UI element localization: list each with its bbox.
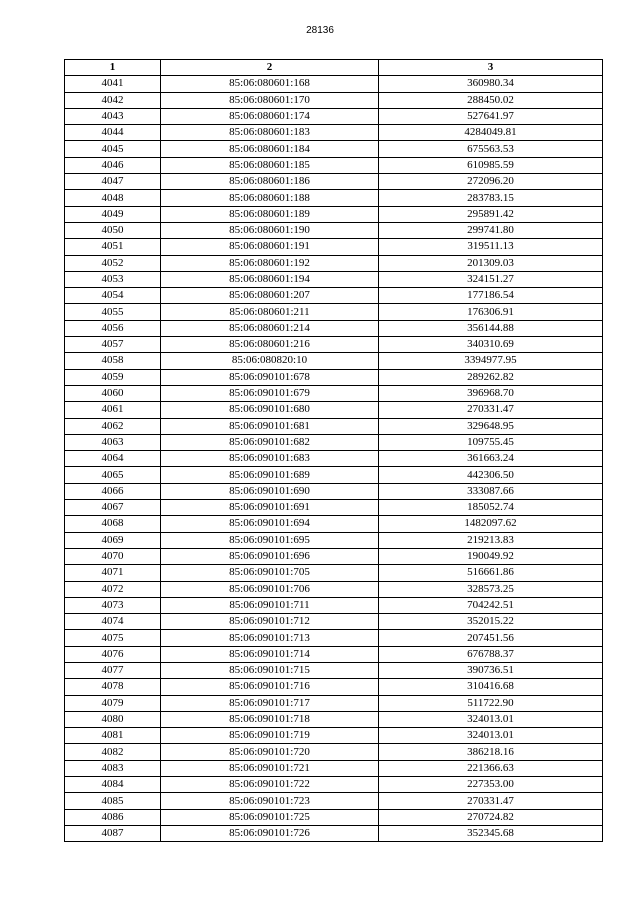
value-cell: 109755.45 [379, 434, 603, 450]
row-number-cell: 4056 [65, 320, 161, 336]
value-cell: 516661.86 [379, 565, 603, 581]
value-cell: 227353.00 [379, 777, 603, 793]
table-row [65, 614, 603, 630]
row-number-cell: 4046 [65, 157, 161, 173]
row-number-cell: 4044 [65, 125, 161, 141]
row-number-cell: 4074 [65, 614, 161, 630]
cadastral-number-cell: 85:06:090101:716 [161, 679, 379, 695]
row-number-cell: 4072 [65, 581, 161, 597]
table-row [65, 288, 603, 304]
table-row [65, 500, 603, 516]
value-cell: 442306.50 [379, 467, 603, 483]
row-number-cell: 4043 [65, 108, 161, 124]
cadastral-number-cell: 85:06:090101:713 [161, 630, 379, 646]
cadastral-number-cell: 85:06:090101:680 [161, 402, 379, 418]
cadastral-number-cell: 85:06:090101:721 [161, 760, 379, 776]
row-number-cell: 4055 [65, 304, 161, 320]
value-cell: 288450.02 [379, 92, 603, 108]
table-row [65, 141, 603, 157]
value-cell: 361663.24 [379, 451, 603, 467]
table-row [65, 76, 603, 92]
row-number-cell: 4042 [65, 92, 161, 108]
table-row [65, 222, 603, 238]
row-number-cell: 4057 [65, 337, 161, 353]
table-row [65, 516, 603, 532]
row-number-cell: 4078 [65, 679, 161, 695]
row-number-cell: 4060 [65, 385, 161, 401]
value-cell: 511722.90 [379, 695, 603, 711]
cadastral-number-cell: 85:06:090101:681 [161, 418, 379, 434]
row-number-cell: 4068 [65, 516, 161, 532]
table-row [65, 711, 603, 727]
cadastral-number-cell: 85:06:090101:694 [161, 516, 379, 532]
value-cell: 329648.95 [379, 418, 603, 434]
value-cell: 340310.69 [379, 337, 603, 353]
value-cell: 360980.34 [379, 76, 603, 92]
table-row [65, 793, 603, 809]
value-cell: 675563.53 [379, 141, 603, 157]
cadastral-number-cell: 85:06:080601:192 [161, 255, 379, 271]
value-cell: 299741.80 [379, 222, 603, 238]
table-row [65, 825, 603, 841]
row-number-cell: 4077 [65, 662, 161, 678]
value-cell: 704242.51 [379, 597, 603, 613]
row-number-cell: 4073 [65, 597, 161, 613]
row-number-cell: 4045 [65, 141, 161, 157]
value-cell: 352345.68 [379, 825, 603, 841]
table-row [65, 255, 603, 271]
header-cell-2: 2 [161, 60, 379, 76]
value-cell: 352015.22 [379, 614, 603, 630]
table-row [65, 239, 603, 255]
cadastral-number-cell: 85:06:090101:722 [161, 777, 379, 793]
cadastral-number-cell: 85:06:080601:214 [161, 320, 379, 336]
value-cell: 272096.20 [379, 174, 603, 190]
cadastral-number-cell: 85:06:090101:726 [161, 825, 379, 841]
table-row [65, 565, 603, 581]
cadastral-number-cell: 85:06:090101:690 [161, 483, 379, 499]
table-row [65, 532, 603, 548]
row-number-cell: 4052 [65, 255, 161, 271]
row-number-cell: 4083 [65, 760, 161, 776]
table-row [65, 320, 603, 336]
cadastral-number-cell: 85:06:080601:216 [161, 337, 379, 353]
header-cell-1: 1 [65, 60, 161, 76]
cadastral-number-cell: 85:06:090101:720 [161, 744, 379, 760]
row-number-cell: 4065 [65, 467, 161, 483]
table-row [65, 483, 603, 499]
table-row [65, 337, 603, 353]
page-number: 28136 [306, 25, 334, 36]
value-cell: 356144.88 [379, 320, 603, 336]
cadastral-number-cell: 85:06:090101:679 [161, 385, 379, 401]
row-number-cell: 4064 [65, 451, 161, 467]
value-cell: 270331.47 [379, 793, 603, 809]
table-row [65, 760, 603, 776]
value-cell: 610985.59 [379, 157, 603, 173]
table-row [65, 630, 603, 646]
cadastral-number-cell: 85:06:090101:719 [161, 728, 379, 744]
row-number-cell: 4079 [65, 695, 161, 711]
value-cell: 527641.97 [379, 108, 603, 124]
row-number-cell: 4066 [65, 483, 161, 499]
cadastral-number-cell: 85:06:090101:723 [161, 793, 379, 809]
value-cell: 676788.37 [379, 646, 603, 662]
row-number-cell: 4051 [65, 239, 161, 255]
value-cell: 3394977.95 [379, 353, 603, 369]
value-cell: 396968.70 [379, 385, 603, 401]
value-cell: 270331.47 [379, 402, 603, 418]
table-row [65, 679, 603, 695]
table-row [65, 190, 603, 206]
row-number-cell: 4084 [65, 777, 161, 793]
table-row [65, 174, 603, 190]
value-cell: 4284049.81 [379, 125, 603, 141]
table-row [65, 581, 603, 597]
row-number-cell: 4053 [65, 271, 161, 287]
cadastral-number-cell: 85:06:090101:711 [161, 597, 379, 613]
row-number-cell: 4059 [65, 369, 161, 385]
cadastral-number-cell: 85:06:080601:188 [161, 190, 379, 206]
cadastral-number-cell: 85:06:080820:10 [161, 353, 379, 369]
row-number-cell: 4075 [65, 630, 161, 646]
value-cell: 207451.56 [379, 630, 603, 646]
cadastral-number-cell: 85:06:080601:185 [161, 157, 379, 173]
cadastral-number-cell: 85:06:090101:695 [161, 532, 379, 548]
cadastral-number-cell: 85:06:090101:714 [161, 646, 379, 662]
row-number-cell: 4061 [65, 402, 161, 418]
row-number-cell: 4080 [65, 711, 161, 727]
cadastral-number-cell: 85:06:080601:207 [161, 288, 379, 304]
header-row [65, 60, 603, 76]
value-cell: 390736.51 [379, 662, 603, 678]
row-number-cell: 4054 [65, 288, 161, 304]
value-cell: 328573.25 [379, 581, 603, 597]
value-cell: 319511.13 [379, 239, 603, 255]
table-row [65, 434, 603, 450]
cadastral-number-cell: 85:06:080601:194 [161, 271, 379, 287]
row-number-cell: 4049 [65, 206, 161, 222]
row-number-cell: 4086 [65, 809, 161, 825]
cadastral-number-cell: 85:06:080601:174 [161, 108, 379, 124]
value-cell: 283783.15 [379, 190, 603, 206]
table-header [65, 60, 603, 76]
table-row [65, 662, 603, 678]
table-body [65, 76, 603, 842]
table-row [65, 597, 603, 613]
header-cell-3: 3 [379, 60, 603, 76]
table-row [65, 695, 603, 711]
cadastral-number-cell: 85:06:090101:682 [161, 434, 379, 450]
row-number-cell: 4085 [65, 793, 161, 809]
table-row [65, 402, 603, 418]
table-row [65, 467, 603, 483]
table-row [65, 744, 603, 760]
cadastral-number-cell: 85:06:090101:696 [161, 548, 379, 564]
row-number-cell: 4082 [65, 744, 161, 760]
table-row [65, 271, 603, 287]
table-row [65, 92, 603, 108]
cadastral-number-cell: 85:06:080601:186 [161, 174, 379, 190]
row-number-cell: 4081 [65, 728, 161, 744]
row-number-cell: 4067 [65, 500, 161, 516]
cadastral-number-cell: 85:06:080601:184 [161, 141, 379, 157]
row-number-cell: 4071 [65, 565, 161, 581]
table-row [65, 385, 603, 401]
table-row [65, 206, 603, 222]
value-cell: 219213.83 [379, 532, 603, 548]
value-cell: 176306.91 [379, 304, 603, 320]
cadastral-number-cell: 85:06:090101:706 [161, 581, 379, 597]
table-row [65, 304, 603, 320]
value-cell: 295891.42 [379, 206, 603, 222]
cadastral-number-cell: 85:06:090101:725 [161, 809, 379, 825]
cadastral-number-cell: 85:06:090101:712 [161, 614, 379, 630]
cadastral-number-cell: 85:06:080601:170 [161, 92, 379, 108]
table-row [65, 777, 603, 793]
row-number-cell: 4047 [65, 174, 161, 190]
value-cell: 270724.82 [379, 809, 603, 825]
cadastral-number-cell: 85:06:090101:691 [161, 500, 379, 516]
table-row [65, 125, 603, 141]
cadastral-number-cell: 85:06:090101:705 [161, 565, 379, 581]
value-cell: 324013.01 [379, 711, 603, 727]
cadastral-table [64, 59, 603, 842]
table-row [65, 108, 603, 124]
value-cell: 201309.03 [379, 255, 603, 271]
table-row [65, 369, 603, 385]
row-number-cell: 4063 [65, 434, 161, 450]
row-number-cell: 4062 [65, 418, 161, 434]
row-number-cell: 4076 [65, 646, 161, 662]
value-cell: 289262.82 [379, 369, 603, 385]
cadastral-number-cell: 85:06:090101:718 [161, 711, 379, 727]
cadastral-number-cell: 85:06:080601:211 [161, 304, 379, 320]
cadastral-number-cell: 85:06:090101:717 [161, 695, 379, 711]
value-cell: 177186.54 [379, 288, 603, 304]
cadastral-number-cell: 85:06:090101:689 [161, 467, 379, 483]
cadastral-number-cell: 85:06:080601:168 [161, 76, 379, 92]
value-cell: 1482097.62 [379, 516, 603, 532]
cadastral-number-cell: 85:06:090101:715 [161, 662, 379, 678]
cadastral-number-cell: 85:06:080601:183 [161, 125, 379, 141]
table-row [65, 728, 603, 744]
row-number-cell: 4050 [65, 222, 161, 238]
value-cell: 386218.16 [379, 744, 603, 760]
value-cell: 333087.66 [379, 483, 603, 499]
row-number-cell: 4069 [65, 532, 161, 548]
row-number-cell: 4070 [65, 548, 161, 564]
value-cell: 310416.68 [379, 679, 603, 695]
value-cell: 190049.92 [379, 548, 603, 564]
value-cell: 324151.27 [379, 271, 603, 287]
value-cell: 185052.74 [379, 500, 603, 516]
table-row [65, 157, 603, 173]
table-row [65, 418, 603, 434]
row-number-cell: 4058 [65, 353, 161, 369]
table-row [65, 809, 603, 825]
cadastral-number-cell: 85:06:080601:191 [161, 239, 379, 255]
cadastral-number-cell: 85:06:080601:189 [161, 206, 379, 222]
value-cell: 324013.01 [379, 728, 603, 744]
row-number-cell: 4041 [65, 76, 161, 92]
table-row [65, 451, 603, 467]
cadastral-number-cell: 85:06:090101:683 [161, 451, 379, 467]
table-row [65, 646, 603, 662]
cadastral-number-cell: 85:06:080601:190 [161, 222, 379, 238]
value-cell: 221366.63 [379, 760, 603, 776]
row-number-cell: 4087 [65, 825, 161, 841]
table-row [65, 353, 603, 369]
row-number-cell: 4048 [65, 190, 161, 206]
cadastral-number-cell: 85:06:090101:678 [161, 369, 379, 385]
table-row [65, 548, 603, 564]
